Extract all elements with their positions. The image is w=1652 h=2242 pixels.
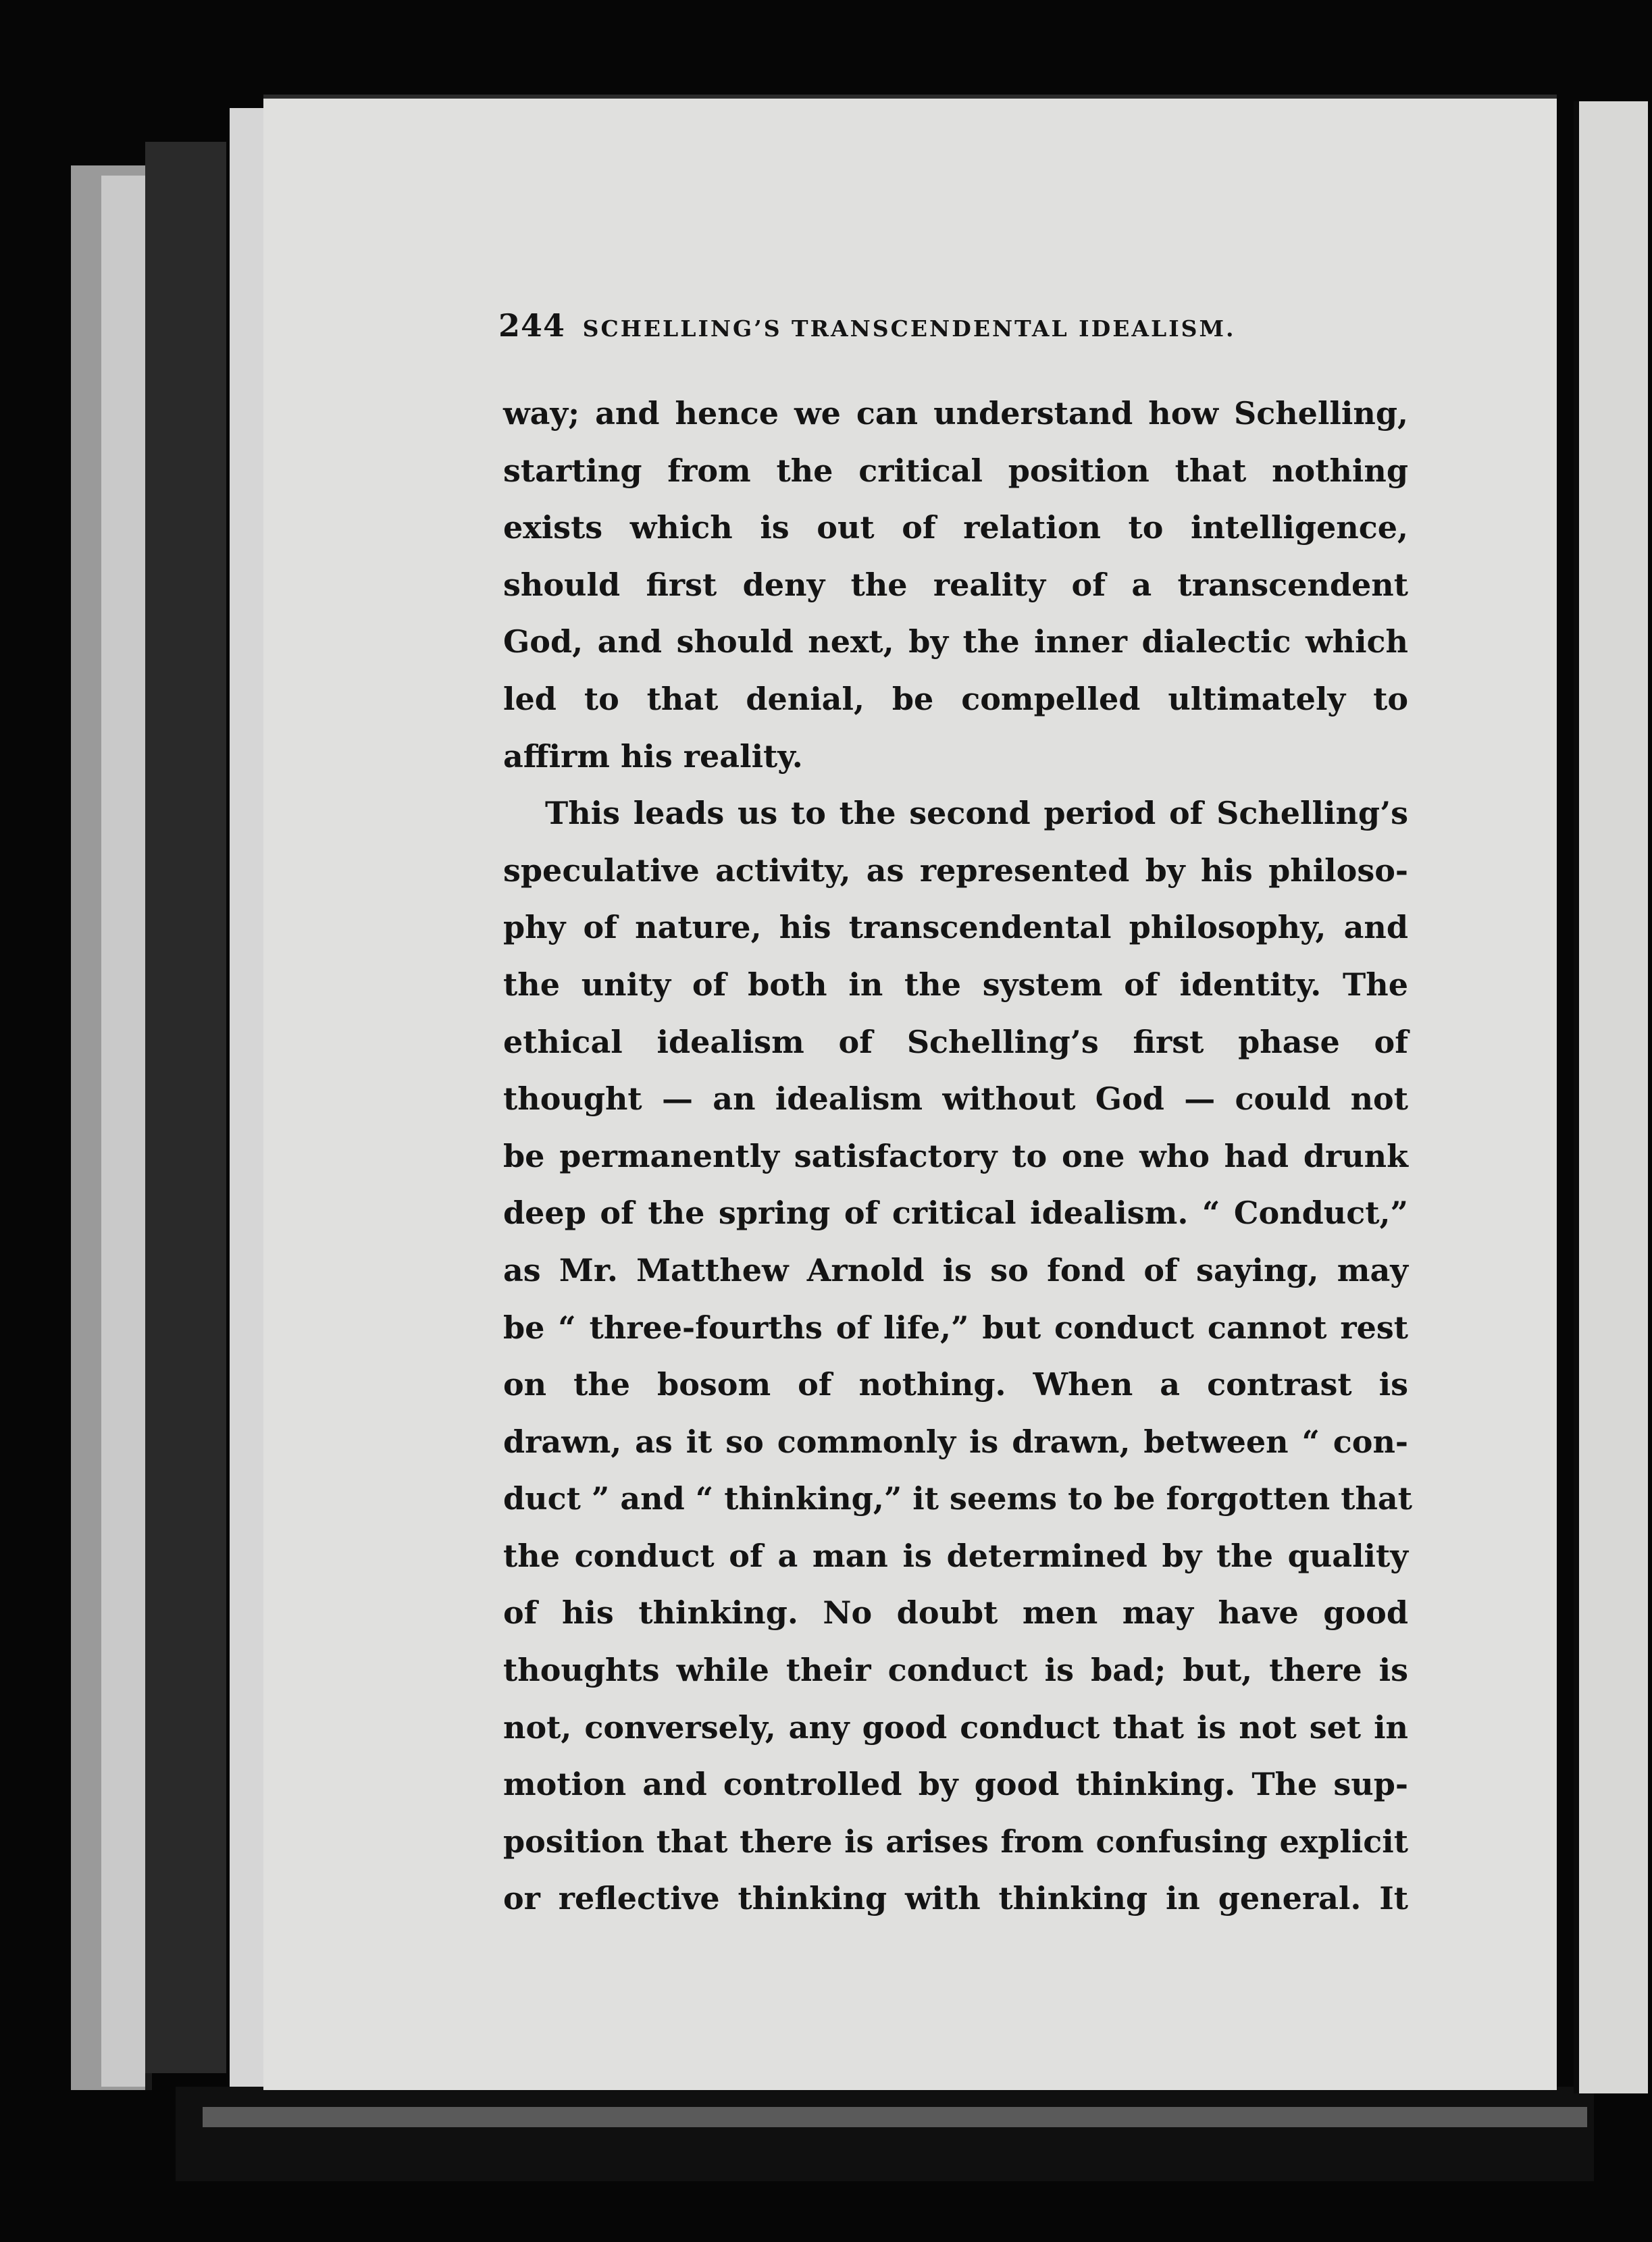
book-edge-left-inner — [101, 176, 145, 2087]
text-line: thought — an idealism without God — could not — [503, 1080, 1408, 1118]
text-line: exists which is out of relation to intelligence, — [503, 509, 1408, 546]
paragraph — [503, 385, 1408, 785]
page-number: 244 — [498, 307, 566, 344]
text-line: ethical idealism of Schelling’s first phase of — [503, 1023, 1408, 1060]
text-line: This leads us to the second period of Schelling’s — [545, 795, 1408, 832]
text-line: be permanently satisfactory to one who had drunk — [503, 1137, 1408, 1174]
text-line: led to that denial, be compelled ultimately to — [503, 680, 1408, 717]
text-line: as Mr. Matthew Arnold is so fond of saying, may — [503, 1251, 1408, 1288]
text-line: starting from the critical position that nothing — [503, 452, 1408, 489]
text-line: the conduct of a man is determined by the quality — [503, 1537, 1408, 1574]
text-line: of his thinking. No doubt men may have good — [503, 1594, 1408, 1632]
page-stack-edge — [230, 108, 267, 2093]
text-line: position that there is arises from confusing explicit — [503, 1823, 1408, 1860]
text-line: not, conversely, any good conduct that is not set in — [503, 1709, 1408, 1746]
text-line: or reflective thinking with thinking in general. It — [503, 1880, 1408, 1917]
text-line: on the bosom of nothing. When a contrast is — [503, 1366, 1408, 1403]
text-line: affirm his reality. — [503, 737, 803, 775]
book-bottom-shadow — [176, 2087, 1594, 2181]
text-line: should first deny the reality of a transcendent — [503, 566, 1408, 603]
text-line: God, and should next, by the inner dialectic which — [503, 623, 1408, 660]
text-line: phy of nature, his transcendental philosophy, and — [503, 909, 1408, 946]
page-body-text — [503, 385, 1412, 1927]
paragraph — [503, 785, 1412, 1927]
running-header — [498, 307, 1349, 344]
running-title: SCHELLING’S TRANSCENDENTAL IDEALISM. — [582, 315, 1236, 342]
text-line: thoughts while their conduct is bad; but, there is — [503, 1652, 1408, 1689]
text-line: deep of the spring of critical idealism. “ Conduct,” — [503, 1195, 1408, 1232]
book-binding-shadow — [145, 142, 226, 2073]
book-bottom-edge — [203, 2107, 1587, 2127]
text-line: motion and controlled by good thinking. The sup- — [503, 1766, 1408, 1803]
text-line: duct ” and “ thinking,” it seems to be forgotten that — [503, 1480, 1412, 1517]
facing-page-edge — [1574, 101, 1648, 2093]
text-line: speculative activity, as represented by his philoso- — [503, 852, 1408, 889]
text-line: be “ three-fourths of life,” but conduct cannot rest — [503, 1309, 1408, 1346]
text-line: the unity of both in the system of identity. The — [503, 966, 1408, 1003]
text-line: drawn, as it so commonly is drawn, between “ con- — [503, 1423, 1408, 1460]
text-line: way; and hence we can understand how Schelling, — [503, 395, 1408, 432]
